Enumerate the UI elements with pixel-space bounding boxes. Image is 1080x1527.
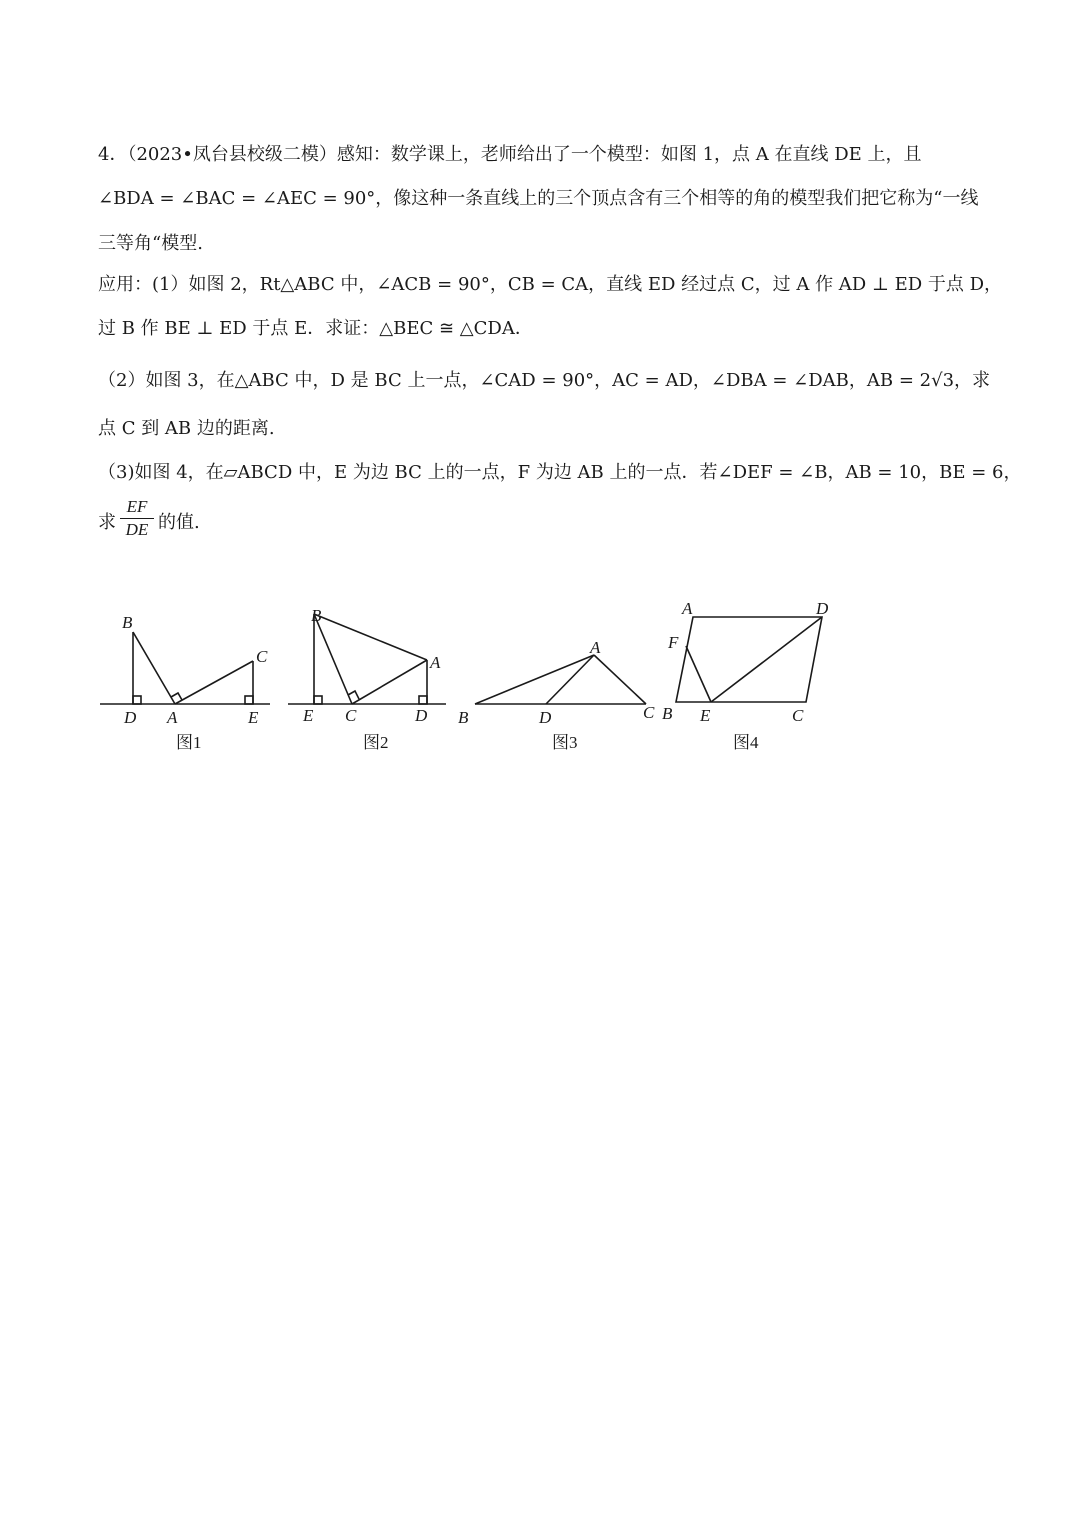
fig2-label-c: C — [345, 706, 357, 725]
fig2-label-b: B — [311, 606, 322, 625]
fig1-caption: 图1 — [176, 733, 202, 752]
problem-line-1: 4．（2023•凤台县校级二模）感知：数学课上，老师给出了一个模型：如图 1，点 A 在直线 DE 上，且 — [98, 144, 922, 165]
fig4-label-f: F — [668, 633, 679, 652]
figure-3 — [475, 655, 646, 704]
fraction-denominator: DE — [125, 520, 149, 539]
problem-line-5: 过 B 作 BE ⊥ ED 于点 E．求证：△BEC ≅ △CDA． — [98, 318, 533, 339]
fig3-label-b: B — [458, 708, 469, 727]
fig1-label-d: D — [124, 708, 137, 727]
problem-line-9-suffix: 的值. — [158, 512, 200, 533]
fig3-label-a: A — [590, 638, 601, 657]
figure-1 — [100, 632, 270, 704]
problem-line-4: 应用：(1）如图 2，Rt△ABC 中，∠ACB = 90°，CB = CA，直线 ED 经过点 C，过 A 作 AD ⊥ ED 于点 D， — [98, 274, 1003, 295]
problem-line-3: 三等角“模型. — [98, 233, 203, 254]
fig3-caption: 图3 — [552, 733, 578, 752]
fig1-label-e: E — [248, 708, 259, 727]
problem-line-8: （3)如图 4，在▱ABCD 中，E 为边 BC 上的一点，F 为边 AB 上的一点．若∠DEF = ∠B，AB = 10，BE = 6， — [98, 462, 1022, 483]
fig2-label-a: A — [430, 653, 441, 672]
fig3-label-d: D — [539, 708, 552, 727]
problem-line-9-prefix: 求 — [98, 512, 116, 533]
fraction-numerator: EF — [126, 497, 148, 516]
fig4-label-c: C — [792, 706, 804, 725]
fig2-caption: 图2 — [363, 733, 389, 752]
fig4-label-e: E — [700, 706, 711, 725]
fig2-label-d: D — [415, 706, 428, 725]
figure-4 — [676, 617, 822, 702]
fig1-label-a: A — [167, 708, 178, 727]
fig3-label-c: C — [643, 703, 655, 722]
problem-line-6: （2）如图 3，在△ABC 中，D 是 BC 上一点，∠CAD = 90°，AC = AD，∠DBA = ∠DAB，AB = 2√3，求 — [98, 370, 991, 391]
fig4-label-d: D — [816, 599, 829, 618]
figure-2 — [288, 614, 446, 704]
fig2-label-e: E — [303, 706, 314, 725]
fig4-label-b: B — [662, 704, 673, 723]
problem-line-2: ∠BDA = ∠BAC = ∠AEC = 90°，像这种一条直线上的三个顶点含有三个相等的角的模型我们把它称为“一线 — [98, 188, 979, 209]
fig1-label-b: B — [122, 613, 133, 632]
fig4-caption: 图4 — [733, 733, 759, 752]
fig1-label-c: C — [256, 647, 268, 666]
fig4-label-a: A — [682, 599, 693, 618]
problem-line-7: 点 C 到 AB 边的距离. — [98, 418, 275, 439]
